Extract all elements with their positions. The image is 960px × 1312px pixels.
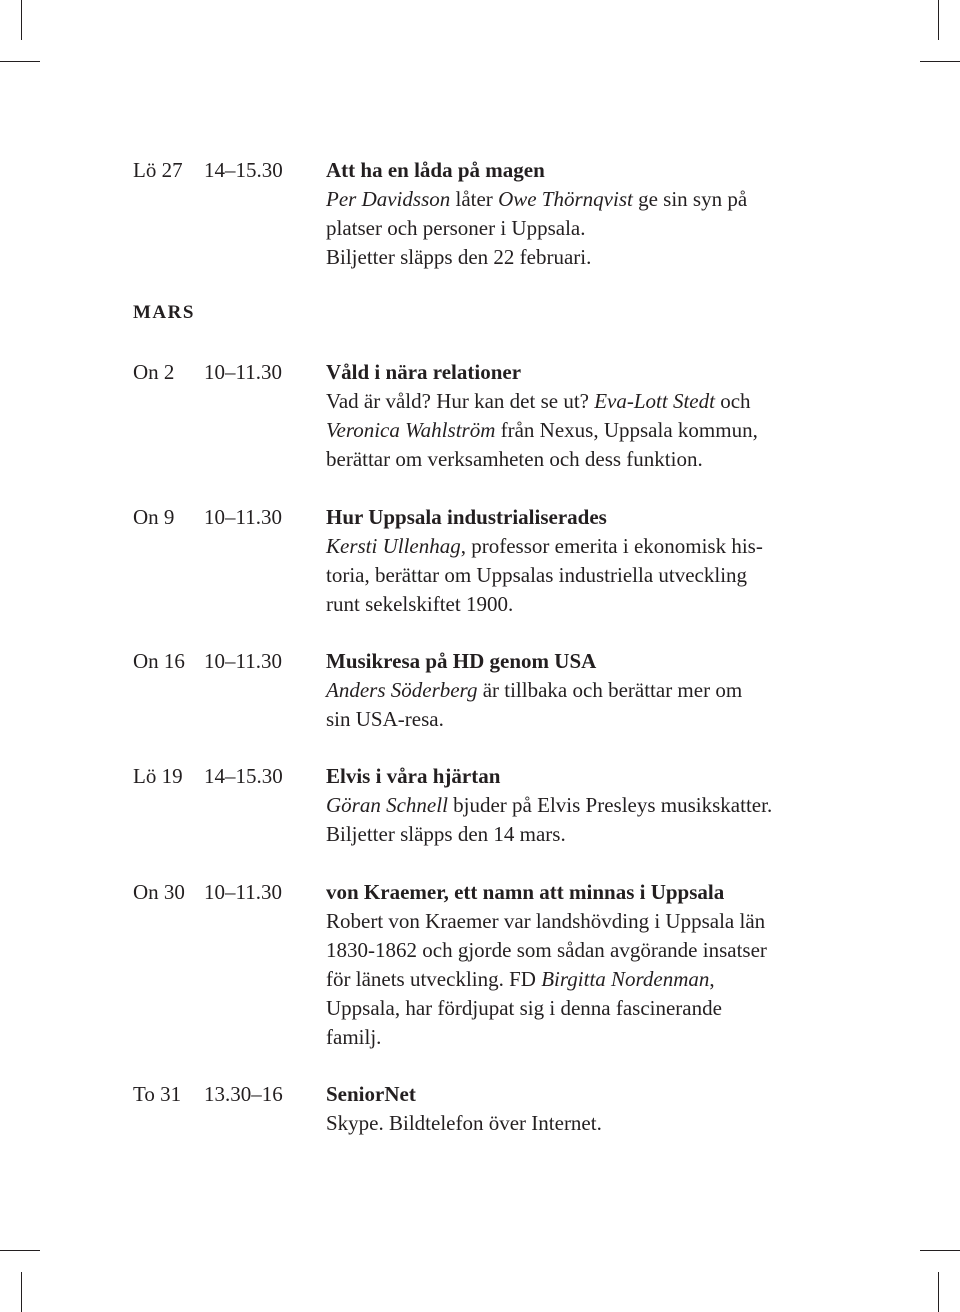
text-run: Biljetter släpps den 22 februari. [326,245,592,269]
text-run: för länets utveckling. FD [326,967,542,991]
event-text-line [326,820,846,849]
event-time: 10–11.30 [204,505,282,529]
event-text [326,387,846,474]
event-text-line [326,532,846,561]
crop-mark [920,61,960,62]
person-name: Veronica Wahlström [326,418,496,442]
event-day: On 30 [133,880,185,904]
text-run: låter [450,187,499,211]
month-heading: MARS [133,302,195,323]
event-description [326,878,846,1052]
event-text-line [326,445,846,474]
event-text [326,676,846,734]
crop-mark [938,0,939,40]
text-run: Uppsala, har fördjupat sig i denna fascinerande [326,996,722,1020]
event-day: On 16 [133,649,185,673]
text-run: , professor emerita i ekonomisk his- [460,534,763,558]
crop-mark [920,1250,960,1251]
event-title: Musikresa på HD genom USA [326,649,597,673]
event-text-line [326,243,846,272]
person-name: Göran Schnell [326,793,448,817]
event-time: 10–11.30 [204,880,282,904]
event-text-line [326,214,846,243]
event-time: 13.30–16 [204,1082,283,1106]
crop-mark [21,1272,22,1312]
event-text [326,532,846,619]
event-text-line [326,791,846,820]
event-time: 10–11.30 [204,360,282,384]
text-run: ge sin syn på [632,187,748,211]
person-name: Eva-Lott Stedt [594,389,715,413]
text-run: Skype. Bildtelefon över Internet. [326,1111,602,1135]
event-title: SeniorNet [326,1082,416,1106]
event-time: 10–11.30 [204,649,282,673]
event-text-line [326,387,846,416]
event-text-line [326,676,846,705]
event-title: Hur Uppsala industrialiserades [326,505,607,529]
event-title: von Kraemer, ett namn att minnas i Uppsala [326,880,725,904]
event-day: On 9 [133,505,175,529]
person-name: Kersti Ullenhag [326,534,461,558]
text-run: bjuder på Elvis Presleys musikskatter. [447,793,773,817]
text-run: Vad är våld? Hur kan det se ut? [326,389,595,413]
event-text-line [326,705,846,734]
text-run: runt sekelskiftet 1900. [326,592,514,616]
person-name: Per Davidsson [326,187,451,211]
event-text [326,185,846,272]
crop-mark [0,1250,40,1251]
text-run: , [709,967,715,991]
crop-mark [0,61,40,62]
event-description [326,156,846,272]
text-run: och [714,389,751,413]
text-run: från Nexus, Uppsala kommun, [495,418,758,442]
event-text-line [326,1109,846,1138]
event-description [326,1080,846,1138]
event-title: Att ha en låda på magen [326,158,545,182]
event-text [326,791,846,849]
event-text [326,907,846,1052]
text-run: berättar om verksamheten och dess funktion. [326,447,703,471]
event-text-line [326,416,846,445]
text-run: platser och personer i Uppsala. [326,216,586,240]
event-day: On 2 [133,360,175,384]
text-run: är tillbaka och berättar mer om [477,678,743,702]
text-run: 1830-1862 och gjorde som sådan avgörande insatser [326,938,767,962]
event-time: 14–15.30 [204,764,283,788]
event-title: Våld i nära relationer [326,360,522,384]
event-text-line [326,907,846,936]
text-run: familj. [326,1025,382,1049]
crop-mark [21,0,22,40]
event-day: To 31 [133,1082,182,1106]
event-text [326,1109,846,1138]
event-text-line [326,965,846,994]
crop-mark [938,1272,939,1312]
text-run: Biljetter släpps den 14 mars. [326,822,566,846]
event-description [326,358,846,474]
event-text-line [326,936,846,965]
event-description [326,503,846,619]
text-run: toria, berättar om Uppsalas industriella utveckling [326,563,748,587]
text-run: Robert von Kraemer var landshövding i Uppsala län [326,909,766,933]
event-day: Lö 27 [133,158,183,182]
person-name: Anders Söderberg [326,678,478,702]
event-time: 14–15.30 [204,158,283,182]
event-description [326,647,846,734]
event-text-line [326,994,846,1023]
event-day: Lö 19 [133,764,183,788]
event-title: Elvis i våra hjärtan [326,764,501,788]
text-run: sin USA-resa. [326,707,444,731]
person-name: Birgitta Nordenman [541,967,710,991]
event-text-line [326,185,846,214]
event-description [326,762,846,849]
event-text-line [326,561,846,590]
event-text-line [326,1023,846,1052]
event-text-line [326,590,846,619]
person-name: Owe Thörnqvist [498,187,633,211]
